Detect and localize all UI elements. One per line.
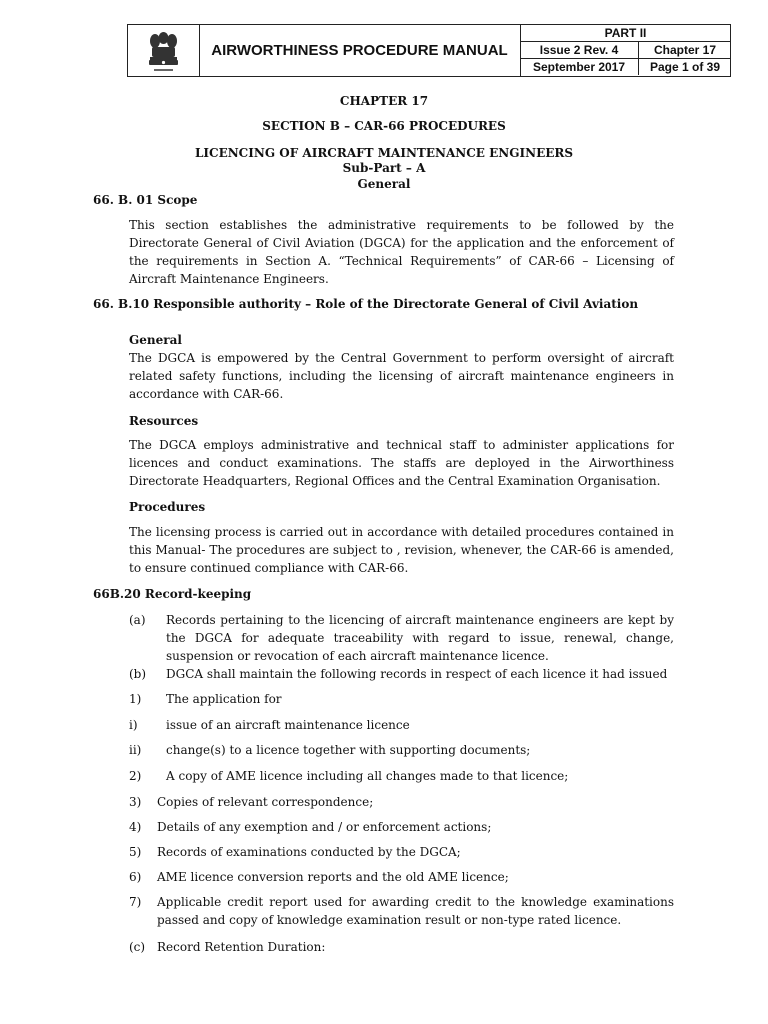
- procedures-subheading: Procedures: [129, 500, 206, 514]
- list-item-number: ii): [129, 743, 142, 757]
- general-heading: General: [357, 177, 411, 191]
- resources-subheading: Resources: [129, 414, 199, 428]
- list-item-text: change(s) to a licence together with supporting documents;: [166, 743, 531, 757]
- list-item-text: The application for: [166, 692, 282, 706]
- item-a-text: Records pertaining to the licencing of aircraft maintenance engineers are kept by the DGCA for adequate traceability with regard to issue, renewal, change, suspension or revocation of each aircraft maintenance licence.: [166, 613, 674, 663]
- item-c-number: (c): [129, 940, 146, 954]
- list-item-number: i): [129, 718, 138, 732]
- page-number: Page 1 of 39: [649, 60, 721, 74]
- list-item-number: 4): [129, 820, 142, 834]
- licencing-heading: LICENCING OF AIRCRAFT MAINTENANCE ENGINEERS: [194, 146, 574, 160]
- procedures-text: The licensing process is carried out in accordance with detailed procedures contained in this Manual- The procedures are subject to , revision, whenever, the CAR-66 is amended, to ensure continued compliance with CAR-66.: [129, 525, 674, 575]
- record-keeping-title: 66B.20 Record-keeping: [93, 587, 252, 601]
- general-subheading: General: [129, 333, 182, 347]
- resources-text: The DGCA employs administrative and technical staff to administer applications for licences and conduct examinations. The staffs are deployed in the Airworthiness Directorate Headquarters, Regional Offices and the Central Examination Organisation.: [129, 438, 674, 488]
- list-item-number: 7): [129, 895, 142, 909]
- part-row: [520, 25, 731, 42]
- document-header: [127, 24, 731, 77]
- item-b-text: DGCA shall maintain the following records in respect of each licence it had issued: [166, 667, 668, 681]
- chapter-heading: CHAPTER 17: [339, 94, 429, 108]
- list-item-number: 1): [129, 692, 142, 706]
- section-heading: SECTION B – CAR-66 PROCEDURES: [262, 119, 506, 133]
- date-row: [520, 59, 731, 76]
- list-item-text: Records of examinations conducted by the DGCA;: [157, 845, 461, 859]
- subpart-heading: Sub-Part – A: [342, 161, 426, 175]
- list-item-text: AME licence conversion reports and the old AME licence;: [157, 870, 509, 884]
- item-c-text: Record Retention Duration:: [157, 940, 326, 954]
- list-item-number: 2): [129, 769, 142, 783]
- scope-title: 66. B. 01 Scope: [93, 193, 198, 207]
- list-item-number: 3): [129, 795, 142, 809]
- part-label: PART II: [604, 26, 647, 40]
- list-item-text: Applicable credit report used for awarding credit to the knowledge examinations passed and copy of knowledge examination result or non-type rated licence.: [157, 895, 674, 927]
- list-item-number: 5): [129, 845, 142, 859]
- list-item-text: issue of an aircraft maintenance licence: [166, 718, 410, 732]
- item-b-number: (b): [129, 667, 147, 681]
- issue-label: Issue 2 Rev. 4: [520, 42, 639, 58]
- list-item-text: Copies of relevant correspondence;: [157, 795, 374, 809]
- header-meta: [520, 25, 731, 76]
- manual-title: AIRWORTHINESS PROCEDURE MANUAL: [199, 25, 521, 76]
- list-item-text: A copy of AME licence including all changes made to that licence;: [166, 769, 569, 783]
- chapter-label: Chapter 17: [653, 43, 717, 57]
- date-label: September 2017: [520, 59, 639, 75]
- responsible-authority-title: 66. B.10 Responsible authority – Role of the Directorate General of Civil Aviation: [93, 297, 639, 311]
- scope-text: This section establishes the administrative requirements to be followed by the Directorate General of Civil Aviation (DGCA) for the application and the enforcement of the requirements in Section A. “Technical Requirements” of CAR-66 – Licensing of Aircraft Maintenance Engineers.: [129, 218, 674, 286]
- general-text: The DGCA is empowered by the Central Government to perform oversight of aircraft related safety functions, including the licensing of aircraft maintenance engineers in accordance with CAR-66.: [129, 351, 674, 401]
- issue-row: [520, 42, 731, 59]
- list-item-text: Details of any exemption and / or enforcement actions;: [157, 820, 492, 834]
- national-emblem-icon: [128, 25, 199, 76]
- list-item-number: 6): [129, 870, 142, 884]
- item-a-number: (a): [129, 613, 146, 627]
- emblem-cell: [128, 25, 200, 76]
